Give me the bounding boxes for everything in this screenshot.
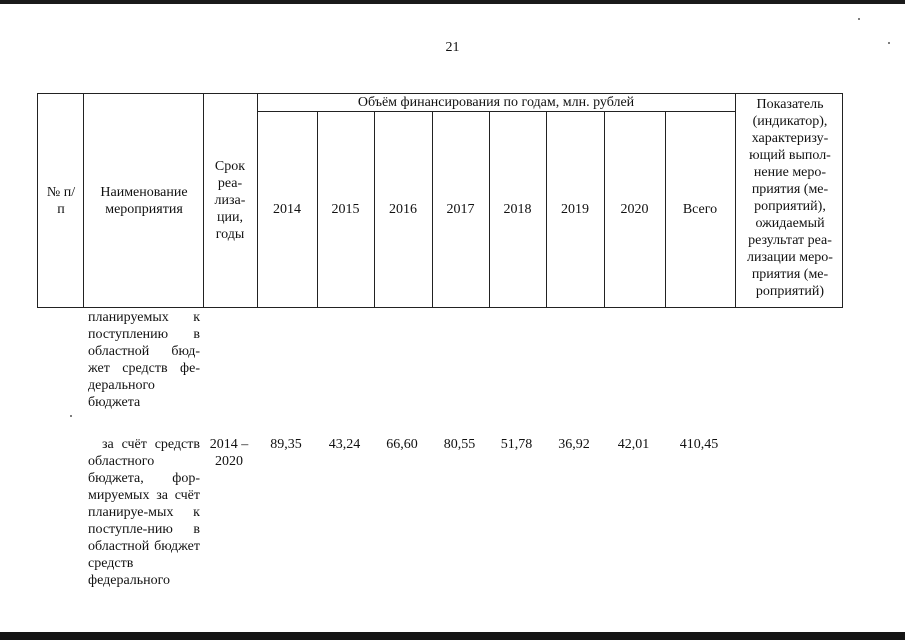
header-year-2018: 2018 <box>503 201 532 217</box>
header-year-2019: 2019 <box>561 201 589 217</box>
value-2014: 89,35 <box>270 437 302 452</box>
value-2018: 51,78 <box>500 437 533 452</box>
value-total: 410,45 <box>679 437 719 452</box>
column-divider <box>83 94 84 307</box>
header-year-2015: 2015 <box>331 201 360 217</box>
row-name: планируемых к поступлению в областной бюд-жет средств фе-дерального бюджета <box>88 310 200 410</box>
header-funding-group: Объём финансирования по годам, млн. рублей <box>357 95 635 110</box>
value-2017: 80,55 <box>443 437 476 452</box>
row-name: за счёт средств областного бюджета, фор-мируемых за счёт планируе-мых к поступле-нию в областной бюджет средств федерального <box>88 437 200 588</box>
scan-speck <box>858 18 860 20</box>
table-header <box>37 93 843 308</box>
value-2019: 36,92 <box>558 437 590 452</box>
header-indicator: Показатель (индикатор), характеризу-ющий выпол-нение меро-приятия (ме-роприятий), ожидаемый результат реа-лизации меро-приятия (ме-роприятий) <box>747 97 833 299</box>
header-total: Всего <box>682 201 718 217</box>
scan-top-border <box>0 0 905 4</box>
header-year-2014: 2014 <box>273 201 301 217</box>
header-year-2020: 2020 <box>620 201 649 217</box>
header-term: Срок реа-лиза-ции, годы <box>214 159 246 242</box>
value-2020: 42,01 <box>617 437 650 452</box>
column-divider <box>735 94 736 307</box>
header-no: № п/п <box>46 184 76 217</box>
page-number: 21 <box>445 40 460 55</box>
scan-bottom-border <box>0 632 905 640</box>
row-term: 2014 – 2020 <box>209 437 249 469</box>
column-divider <box>203 94 204 307</box>
header-name: Наименование мероприятия <box>100 184 188 217</box>
value-2015: 43,24 <box>328 437 361 452</box>
value-2016: 66,60 <box>386 437 418 452</box>
header-year-2017: 2017 <box>446 201 475 217</box>
scan-speck <box>70 415 72 417</box>
header-year-2016: 2016 <box>389 201 417 217</box>
